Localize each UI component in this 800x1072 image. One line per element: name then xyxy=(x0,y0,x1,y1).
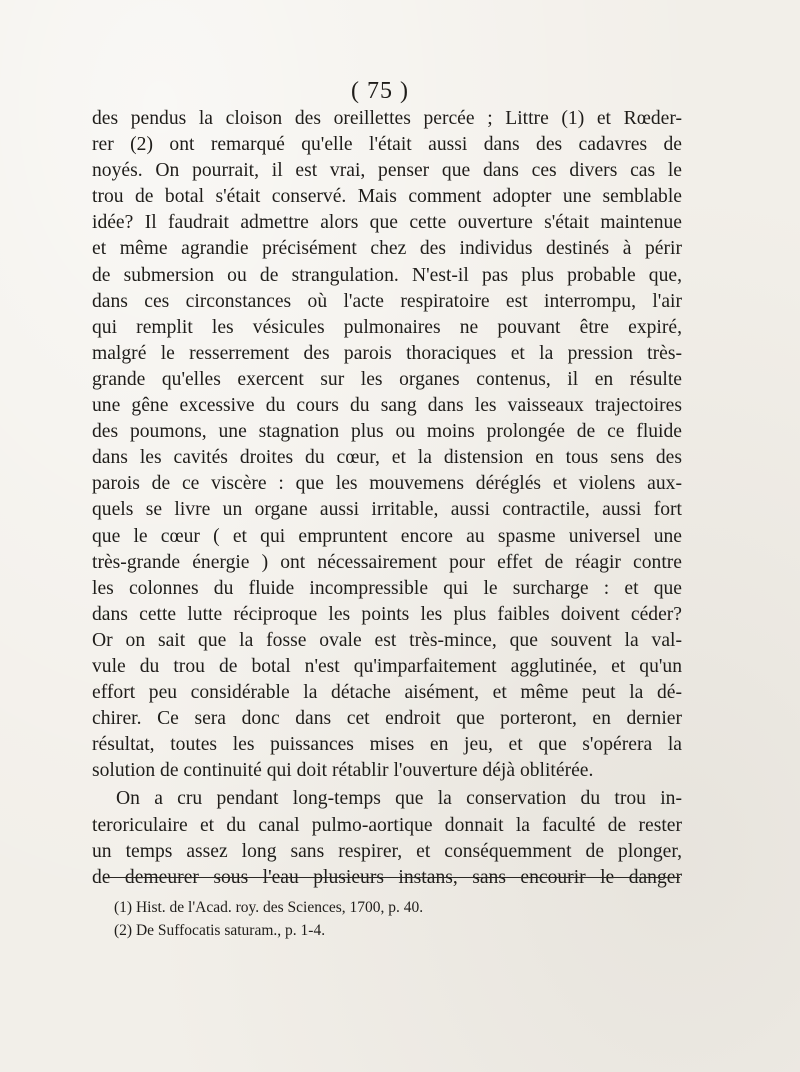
text-line: et même agrandie précisément chez des individus destinés à périr xyxy=(92,238,682,260)
text-line: rer (2) ont remarqué qu'elle l'était aussi dans des cadavres de xyxy=(92,134,682,156)
text-line: trou de botal s'était conservé. Mais comment adopter une semblable xyxy=(92,186,682,208)
text-line: dans les cavités droites du cœur, et la distension en tous sens des xyxy=(92,447,682,469)
text-line: très-grande énergie ) ont nécessairement pour effet de réagir contre xyxy=(92,551,682,573)
text-line: effort peu considérable la détache aisément, et même peut la dé- xyxy=(92,682,682,704)
text-line: les colonnes du fluide incompressible qui le surcharge : et que xyxy=(92,577,682,599)
text-line: de demeurer sous l'eau plusieurs instans, sans encourir le danger xyxy=(92,866,682,888)
footnote-divider xyxy=(104,877,680,878)
text-line: Or on sait que la fosse ovale est très-mince, que souvent la val- xyxy=(92,629,682,651)
text-line: vule du trou de botal n'est qu'imparfaitement agglutinée, et qu'un xyxy=(92,655,682,677)
text-line: quels se livre un organe aussi irritable, aussi contractile, aussi fort xyxy=(92,499,682,521)
body-text xyxy=(92,106,682,891)
text-line: dans ces circonstances où l'acte respiratoire est interrompu, l'air xyxy=(92,290,682,312)
text-line: grande qu'elles exercent sur les organes contenus, il en résulte xyxy=(92,368,682,390)
text-line: noyés. On pourrait, il est vrai, penser que dans ces divers cas le xyxy=(92,160,682,182)
text-line: une gêne excessive du cours du sang dans les vaisseaux trajectoires xyxy=(92,395,682,417)
text-line: un temps assez long sans respirer, et conséquemment de plonger, xyxy=(92,840,682,862)
text-line: des pendus la cloison des oreillettes percée ; Littre (1) et Rœder- xyxy=(92,108,682,129)
paragraph xyxy=(92,106,682,784)
text-line: résultat, toutes les puissances mises en jeu, et que s'opérera la xyxy=(92,734,682,756)
text-line: qui remplit les vésicules pulmonaires ne pouvant être expiré, xyxy=(92,316,682,338)
text-line: idée? Il faudrait admettre alors que cette ouverture s'était maintenue xyxy=(92,212,682,234)
text-line: que le cœur ( et qui empruntent encore au spasme universel une xyxy=(92,525,682,547)
page-number: ( 75 ) xyxy=(351,78,409,104)
text-line: parois de ce viscère : que les mouvemens déréglés et violens aux- xyxy=(92,473,682,495)
footnotes xyxy=(114,896,674,942)
footnote: (1) Hist. de l'Acad. roy. des Sciences, 1700, p. 40. xyxy=(114,899,424,916)
paragraph xyxy=(92,786,682,890)
text-line: solution de continuité qui doit rétablir l'ouverture déjà oblitérée. xyxy=(92,760,594,782)
text-line: dans cette lutte réciproque les points les plus faibles doivent céder? xyxy=(92,603,682,625)
text-line: de submersion ou de strangulation. N'est-il pas plus probable que, xyxy=(92,264,682,286)
text-line: On a cru pendant long-temps que la conservation du trou in- xyxy=(116,788,682,810)
footnote: (2) De Suffocatis saturam., p. 1-4. xyxy=(114,922,326,939)
text-line: chirer. Ce sera donc dans cet endroit que porteront, en dernier xyxy=(92,708,682,730)
text-line: des poumons, une stagnation plus ou moins prolongée de ce fluide xyxy=(92,421,682,443)
text-line: teroriculaire et du canal pulmo-aortique donnait la faculté de rester xyxy=(92,814,682,836)
text-line: malgré le resserrement des parois thoraciques et la pression très- xyxy=(92,342,682,364)
